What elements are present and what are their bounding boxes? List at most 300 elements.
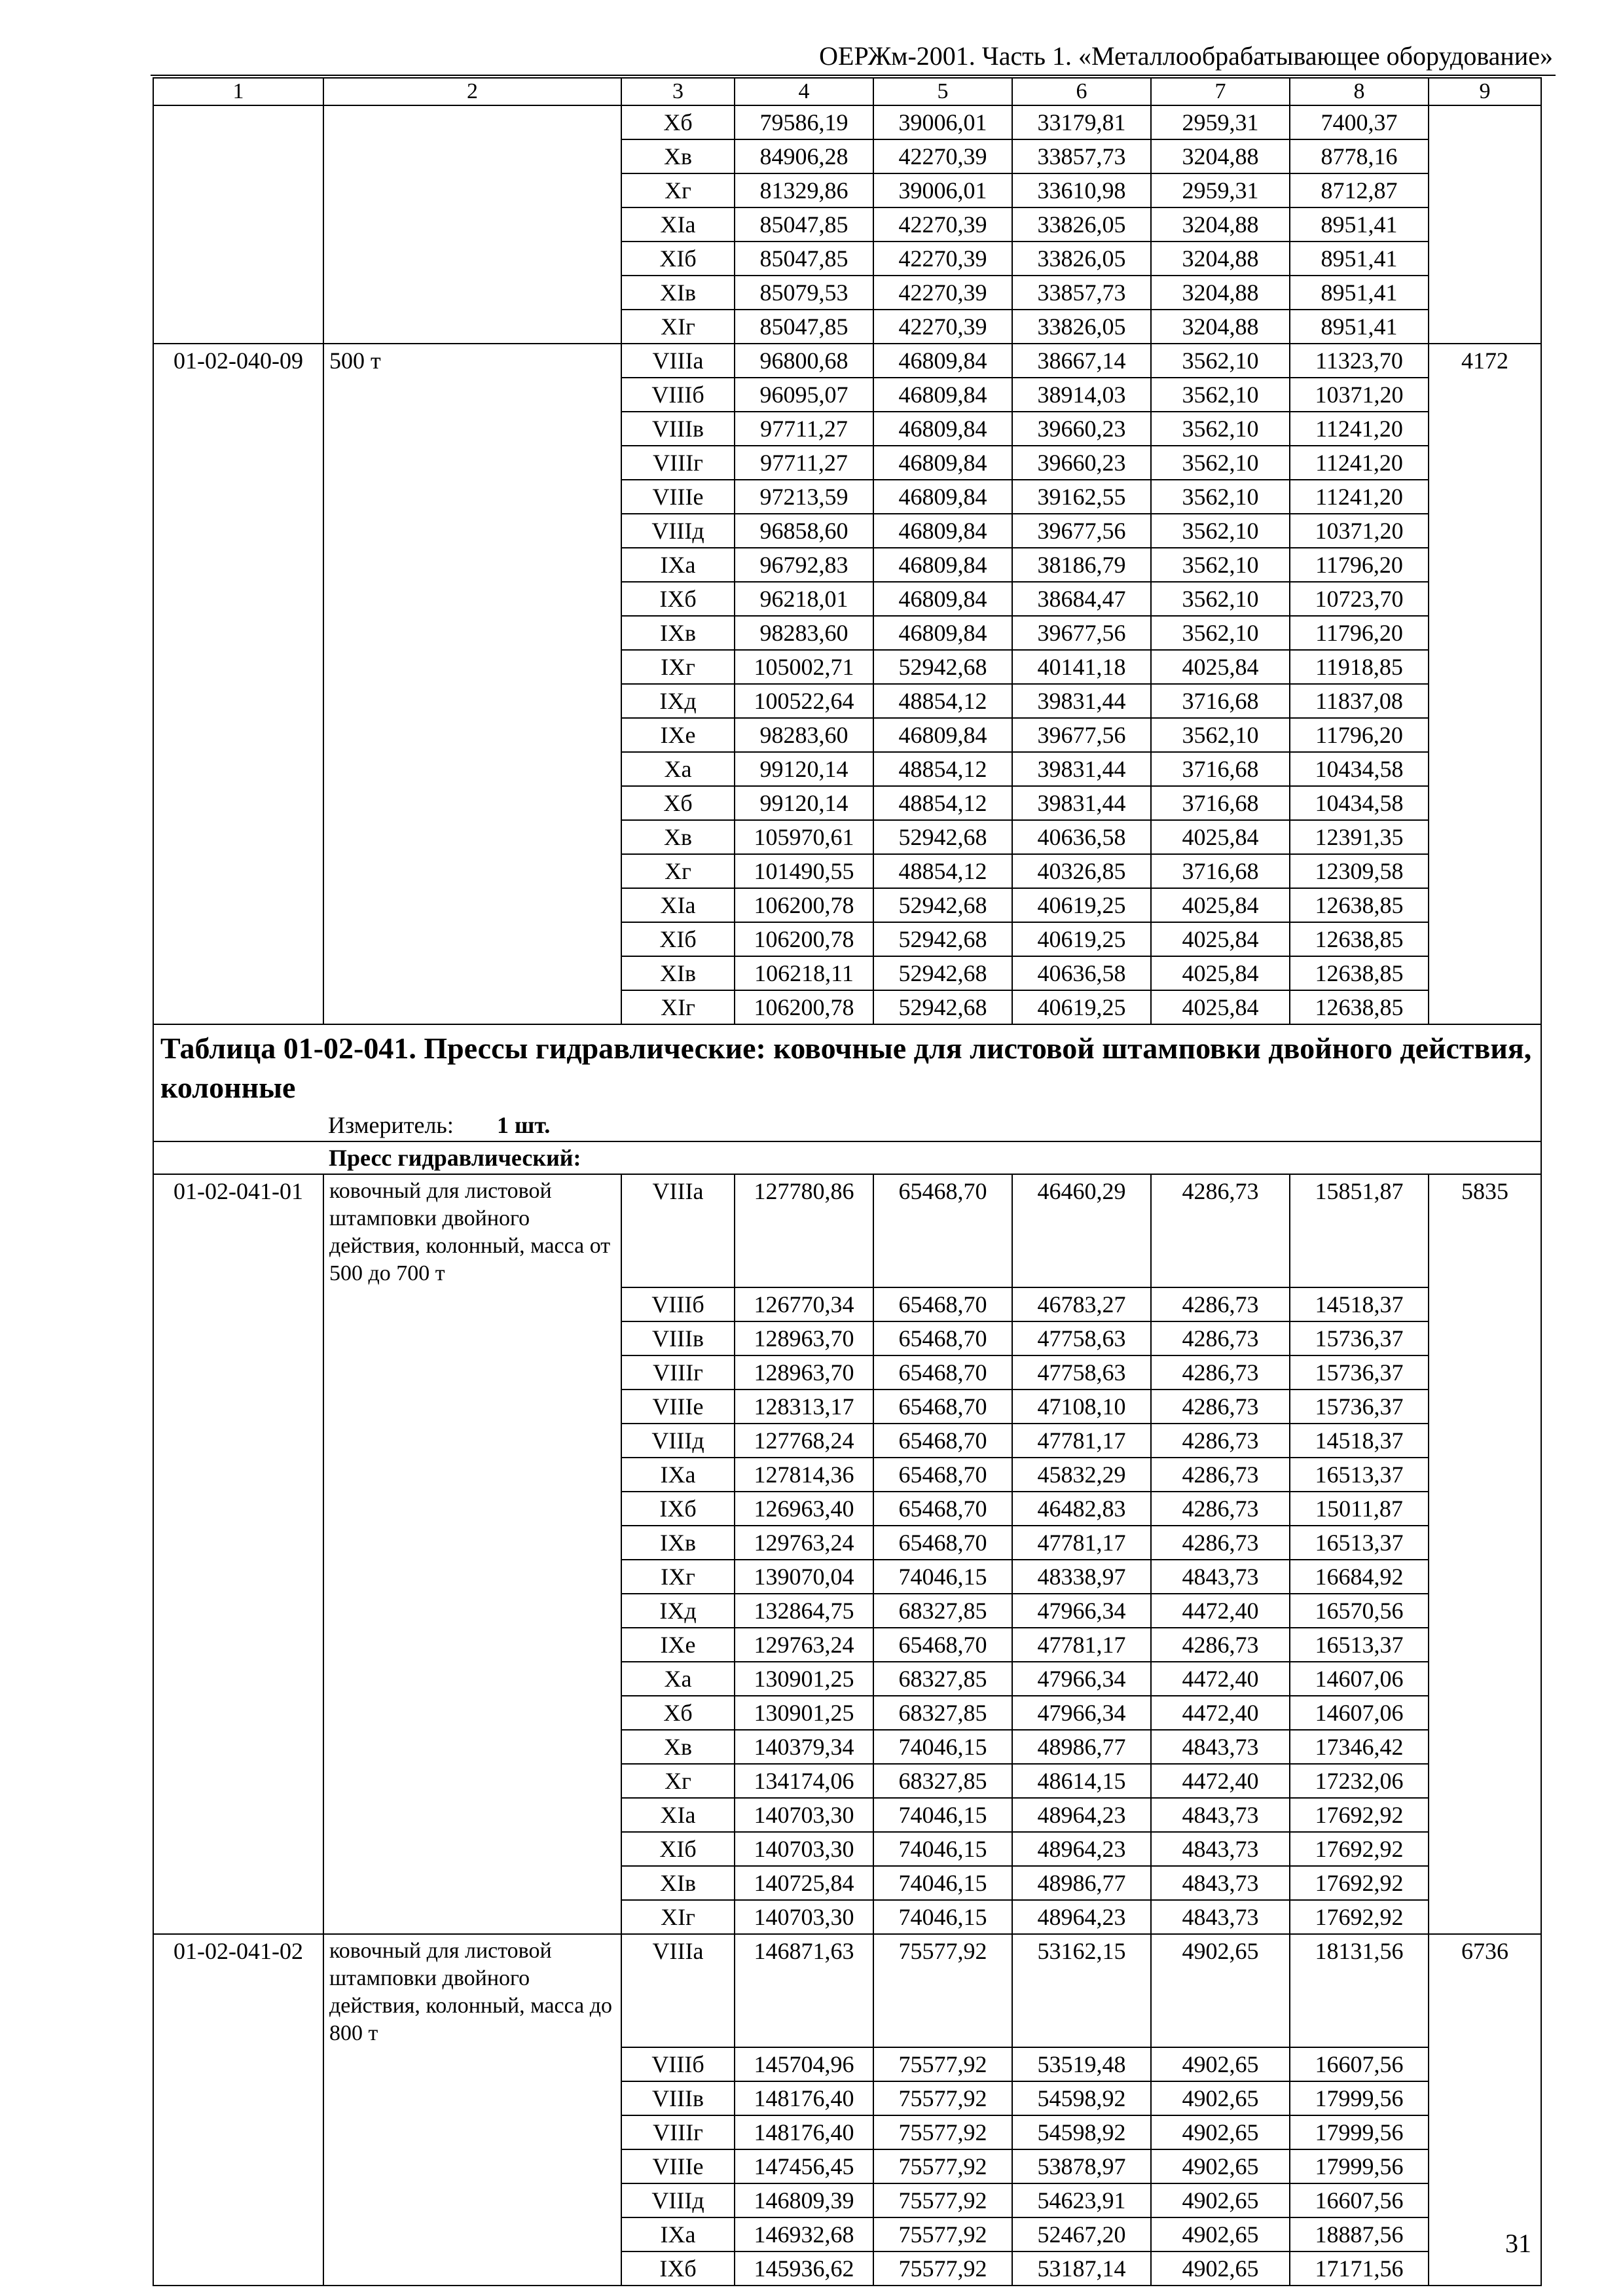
- table-row: [153, 752, 1541, 786]
- material-cost: 17692,92: [1290, 1900, 1429, 1934]
- entry-name-cell: [323, 1832, 621, 1866]
- entry-code-cell: [153, 446, 323, 480]
- entry-code-cell: [153, 1526, 323, 1560]
- entry-code-cell: [153, 956, 323, 990]
- machine-labor-cost: 4902,65: [1151, 2115, 1290, 2149]
- entry-name-cell: [323, 616, 621, 650]
- table-row: [153, 207, 1541, 242]
- table-row: [153, 105, 1541, 139]
- table-row: [153, 1594, 1541, 1628]
- table-row: [153, 1798, 1541, 1832]
- material-cost: 10434,58: [1290, 786, 1429, 820]
- entry-name-cell: [323, 2251, 621, 2286]
- table-row: [153, 1696, 1541, 1730]
- entry-code-cell: [153, 2047, 323, 2081]
- machine-cost: 38914,03: [1012, 378, 1151, 412]
- machine-labor-cost: 4286,73: [1151, 1287, 1290, 1321]
- entry-name-cell: [323, 2217, 621, 2251]
- zone-class: XIг: [621, 310, 735, 344]
- labor-cost: 46809,84: [873, 480, 1012, 514]
- labor-cost: 68327,85: [873, 1764, 1012, 1798]
- machine-labor-cost: 4286,73: [1151, 1458, 1290, 1492]
- meter-cell: [153, 1110, 1541, 1141]
- table-row: [153, 956, 1541, 990]
- material-cost: 11796,20: [1290, 616, 1429, 650]
- material-cost: 15736,37: [1290, 1390, 1429, 1424]
- zone-class: IXа: [621, 1458, 735, 1492]
- equipment-mass-cell: [1429, 1526, 1541, 1560]
- material-cost: 15736,37: [1290, 1355, 1429, 1390]
- equipment-mass-cell: [1429, 1594, 1541, 1628]
- entry-name: ковочный для листовой штамповки двойного действия, колонный, масса до 800 т: [323, 1934, 621, 2047]
- equipment-mass-cell: [1429, 1628, 1541, 1662]
- zone-class: XIв: [621, 276, 735, 310]
- entry-name-cell: [323, 242, 621, 276]
- labor-cost: 65468,70: [873, 1287, 1012, 1321]
- total-cost: 128963,70: [735, 1355, 873, 1390]
- zone-class: IXа: [621, 548, 735, 582]
- entry-name-cell: [323, 2081, 621, 2115]
- labor-cost: 68327,85: [873, 1696, 1012, 1730]
- equipment-mass-cell: [1429, 139, 1541, 173]
- table-title: Таблица 01-02-041. Прессы гидравлические: ковочные для листовой штамповки двойного действия, колонные: [153, 1024, 1541, 1110]
- machine-labor-cost: 4472,40: [1151, 1696, 1290, 1730]
- total-cost: 105002,71: [735, 650, 873, 684]
- equipment-mass-cell: [1429, 1798, 1541, 1832]
- zone-class: VIIIв: [621, 2081, 735, 2115]
- machine-labor-cost: 4472,40: [1151, 1764, 1290, 1798]
- total-cost: 128963,70: [735, 1321, 873, 1355]
- material-cost: 14518,37: [1290, 1287, 1429, 1321]
- labor-cost: 52942,68: [873, 956, 1012, 990]
- zone-class: VIIIд: [621, 2183, 735, 2217]
- equipment-mass-cell: [1429, 1764, 1541, 1798]
- machine-labor-cost: 3562,10: [1151, 582, 1290, 616]
- labor-cost: 48854,12: [873, 786, 1012, 820]
- machine-labor-cost: 4286,73: [1151, 1492, 1290, 1526]
- machine-labor-cost: 4843,73: [1151, 1560, 1290, 1594]
- zone-class: IXг: [621, 1560, 735, 1594]
- labor-cost: 52942,68: [873, 650, 1012, 684]
- machine-cost: 33610,98: [1012, 173, 1151, 207]
- equipment-mass-cell: [1429, 1866, 1541, 1900]
- total-cost: 106200,78: [735, 888, 873, 922]
- entry-code-cell: [153, 276, 323, 310]
- labor-cost: 46809,84: [873, 514, 1012, 548]
- material-cost: 17692,92: [1290, 1798, 1429, 1832]
- zone-class: XIв: [621, 956, 735, 990]
- zone-class: XIа: [621, 1798, 735, 1832]
- total-cost: 85047,85: [735, 242, 873, 276]
- total-cost: 147456,45: [735, 2149, 873, 2183]
- zone-class: XIб: [621, 922, 735, 956]
- table-row: [153, 1764, 1541, 1798]
- zone-class: XIб: [621, 1832, 735, 1866]
- total-cost: 127814,36: [735, 1458, 873, 1492]
- total-cost: 85079,53: [735, 276, 873, 310]
- table-row: [153, 2149, 1541, 2183]
- machine-labor-cost: 4843,73: [1151, 1798, 1290, 1832]
- entry-name-cell: [323, 276, 621, 310]
- entry-name-cell: [323, 650, 621, 684]
- entry-name-cell: [323, 310, 621, 344]
- total-cost: 140703,30: [735, 1798, 873, 1832]
- machine-labor-cost: 4902,65: [1151, 2217, 1290, 2251]
- machine-cost: 45832,29: [1012, 1458, 1151, 1492]
- equipment-mass-cell: [1429, 990, 1541, 1024]
- total-cost: 106218,11: [735, 956, 873, 990]
- machine-labor-cost: 3562,10: [1151, 514, 1290, 548]
- material-cost: 16684,92: [1290, 1560, 1429, 1594]
- zone-class: XIв: [621, 1866, 735, 1900]
- equipment-mass: 6736: [1429, 1934, 1541, 2047]
- machine-labor-cost: 4286,73: [1151, 1424, 1290, 1458]
- entry-name-cell: [323, 1866, 621, 1900]
- entry-name-cell: [323, 820, 621, 854]
- entry-name-cell: [323, 139, 621, 173]
- table-row: [153, 1866, 1541, 1900]
- entry-code: 01-02-041-02: [153, 1934, 323, 2047]
- labor-cost: 52942,68: [873, 990, 1012, 1024]
- entry-name-cell: [323, 2149, 621, 2183]
- labor-cost: 65468,70: [873, 1390, 1012, 1424]
- zone-class: Xб: [621, 105, 735, 139]
- material-cost: 8951,41: [1290, 310, 1429, 344]
- machine-labor-cost: 4843,73: [1151, 1866, 1290, 1900]
- table-row: [153, 684, 1541, 718]
- labor-cost: 68327,85: [873, 1594, 1012, 1628]
- labor-cost: 65468,70: [873, 1458, 1012, 1492]
- total-cost: 99120,14: [735, 786, 873, 820]
- total-cost: 139070,04: [735, 1560, 873, 1594]
- total-cost: 129763,24: [735, 1628, 873, 1662]
- entry-name-cell: [323, 922, 621, 956]
- total-cost: 98283,60: [735, 616, 873, 650]
- total-cost: 106200,78: [735, 990, 873, 1024]
- labor-cost: 75577,92: [873, 2047, 1012, 2081]
- machine-labor-cost: 4286,73: [1151, 1628, 1290, 1662]
- meter-row: [153, 1110, 1541, 1141]
- machine-labor-cost: 3204,88: [1151, 207, 1290, 242]
- entry-code-cell: [153, 378, 323, 412]
- machine-cost: 47966,34: [1012, 1696, 1151, 1730]
- material-cost: 12309,58: [1290, 854, 1429, 888]
- equipment-mass-cell: [1429, 2081, 1541, 2115]
- total-cost: 97711,27: [735, 412, 873, 446]
- machine-labor-cost: 4902,65: [1151, 2183, 1290, 2217]
- table-row: [153, 310, 1541, 344]
- entry-name-cell: [323, 786, 621, 820]
- zone-class: XIа: [621, 207, 735, 242]
- machine-cost: 48986,77: [1012, 1866, 1151, 1900]
- material-cost: 16513,37: [1290, 1458, 1429, 1492]
- machine-cost: 39677,56: [1012, 616, 1151, 650]
- entry-name-cell: [323, 752, 621, 786]
- equipment-mass-cell: [1429, 1355, 1541, 1390]
- entry-name-cell: [323, 1390, 621, 1424]
- entry-code-cell: [153, 1355, 323, 1390]
- equipment-mass-cell: [1429, 752, 1541, 786]
- column-number: 8: [1290, 78, 1429, 105]
- machine-cost: 40619,25: [1012, 888, 1151, 922]
- machine-labor-cost: 3562,10: [1151, 412, 1290, 446]
- material-cost: 17692,92: [1290, 1832, 1429, 1866]
- equipment-mass-cell: [1429, 276, 1541, 310]
- equipment-mass-cell: [1429, 514, 1541, 548]
- labor-cost: 75577,92: [873, 2183, 1012, 2217]
- zone-class: VIIIа: [621, 344, 735, 378]
- equipment-mass-cell: [1429, 1287, 1541, 1321]
- machine-labor-cost: 3204,88: [1151, 242, 1290, 276]
- entry-name-cell: [323, 207, 621, 242]
- equipment-mass: 5835: [1429, 1174, 1541, 1287]
- material-cost: 14518,37: [1290, 1424, 1429, 1458]
- material-cost: 17999,56: [1290, 2149, 1429, 2183]
- entry-name-cell: [323, 1492, 621, 1526]
- machine-cost: 53187,14: [1012, 2251, 1151, 2286]
- labor-cost: 65468,70: [873, 1492, 1012, 1526]
- entry-code-cell: [153, 820, 323, 854]
- labor-cost: 65468,70: [873, 1526, 1012, 1560]
- entry-code-cell: [153, 1560, 323, 1594]
- zone-class: Xа: [621, 752, 735, 786]
- entry-name-cell: [323, 1424, 621, 1458]
- equipment-mass-cell: [1429, 650, 1541, 684]
- material-cost: 15851,87: [1290, 1174, 1429, 1287]
- machine-cost: 53878,97: [1012, 2149, 1151, 2183]
- entry-code-cell: [153, 1424, 323, 1458]
- entry-name-cell: [323, 1526, 621, 1560]
- entry-code-cell: [153, 514, 323, 548]
- material-cost: 12391,35: [1290, 820, 1429, 854]
- machine-cost: 39677,56: [1012, 514, 1151, 548]
- material-cost: 16513,37: [1290, 1526, 1429, 1560]
- zone-class: VIIIг: [621, 2115, 735, 2149]
- equipment-mass-cell: [1429, 1900, 1541, 1934]
- equipment-mass-cell: [1429, 2149, 1541, 2183]
- machine-labor-cost: 4902,65: [1151, 2047, 1290, 2081]
- entry-code-cell: [153, 242, 323, 276]
- machine-labor-cost: 3716,68: [1151, 752, 1290, 786]
- machine-labor-cost: 2959,31: [1151, 173, 1290, 207]
- machine-labor-cost: 4025,84: [1151, 820, 1290, 854]
- machine-cost: 39162,55: [1012, 480, 1151, 514]
- machine-labor-cost: 4286,73: [1151, 1390, 1290, 1424]
- zone-class: VIIIа: [621, 1174, 735, 1287]
- labor-cost: 39006,01: [873, 105, 1012, 139]
- labor-cost: 39006,01: [873, 173, 1012, 207]
- material-cost: 16570,56: [1290, 1594, 1429, 1628]
- table-row: [153, 1321, 1541, 1355]
- column-number: 9: [1429, 78, 1541, 105]
- machine-cost: 33826,05: [1012, 310, 1151, 344]
- equipment-mass-cell: [1429, 1390, 1541, 1424]
- labor-cost: 75577,92: [873, 2115, 1012, 2149]
- labor-cost: 74046,15: [873, 1798, 1012, 1832]
- equipment-mass-cell: [1429, 718, 1541, 752]
- labor-cost: 42270,39: [873, 207, 1012, 242]
- total-cost: 85047,85: [735, 310, 873, 344]
- subheader-spacer: [153, 1141, 323, 1174]
- equipment-mass-cell: [1429, 1492, 1541, 1526]
- machine-cost: 40141,18: [1012, 650, 1151, 684]
- zone-class: IXа: [621, 2217, 735, 2251]
- material-cost: 11837,08: [1290, 684, 1429, 718]
- entry-code-cell: [153, 173, 323, 207]
- labor-cost: 74046,15: [873, 1900, 1012, 1934]
- equipment-mass-cell: [1429, 2047, 1541, 2081]
- machine-cost: 33826,05: [1012, 242, 1151, 276]
- entry-name-cell: [323, 1355, 621, 1390]
- equipment-mass-cell: [1429, 922, 1541, 956]
- column-number: 2: [323, 78, 621, 105]
- machine-labor-cost: 3716,68: [1151, 786, 1290, 820]
- total-cost: 85047,85: [735, 207, 873, 242]
- machine-cost: 54598,92: [1012, 2115, 1151, 2149]
- equipment-mass-cell: [1429, 1662, 1541, 1696]
- machine-cost: 47108,10: [1012, 1390, 1151, 1424]
- labor-cost: 65468,70: [873, 1321, 1012, 1355]
- entry-code-cell: [153, 990, 323, 1024]
- entry-code-cell: [153, 1628, 323, 1662]
- equipment-mass-cell: [1429, 684, 1541, 718]
- machine-cost: 39660,23: [1012, 446, 1151, 480]
- labor-cost: 65468,70: [873, 1628, 1012, 1662]
- header-rule: [151, 75, 1556, 76]
- table-row: [153, 242, 1541, 276]
- table-row: [153, 888, 1541, 922]
- labor-cost: 46809,84: [873, 718, 1012, 752]
- machine-labor-cost: 3204,88: [1151, 310, 1290, 344]
- labor-cost: 42270,39: [873, 310, 1012, 344]
- equipment-mass-cell: [1429, 1696, 1541, 1730]
- meter-label: Измеритель:: [328, 1112, 454, 1138]
- table-row: [153, 1458, 1541, 1492]
- machine-labor-cost: 4843,73: [1151, 1900, 1290, 1934]
- entry-name-cell: [323, 1900, 621, 1934]
- material-cost: 10434,58: [1290, 752, 1429, 786]
- equipment-mass-cell: [1429, 207, 1541, 242]
- total-cost: 145704,96: [735, 2047, 873, 2081]
- material-cost: 11796,20: [1290, 718, 1429, 752]
- total-cost: 105970,61: [735, 820, 873, 854]
- labor-cost: 65468,70: [873, 1355, 1012, 1390]
- entry-code-cell: [153, 752, 323, 786]
- equipment-mass-cell: [1429, 1458, 1541, 1492]
- material-cost: 10723,70: [1290, 582, 1429, 616]
- equipment-mass-cell: [1429, 854, 1541, 888]
- total-cost: 127780,86: [735, 1174, 873, 1287]
- material-cost: 11918,85: [1290, 650, 1429, 684]
- entry-name-cell: [323, 514, 621, 548]
- table-row: [153, 2217, 1541, 2251]
- labor-cost: 46809,84: [873, 344, 1012, 378]
- zone-class: Xа: [621, 1662, 735, 1696]
- material-cost: 8951,41: [1290, 276, 1429, 310]
- labor-cost: 75577,92: [873, 2217, 1012, 2251]
- table-row: [153, 1900, 1541, 1934]
- zone-class: IXб: [621, 1492, 735, 1526]
- zone-class: Xв: [621, 820, 735, 854]
- machine-labor-cost: 4025,84: [1151, 956, 1290, 990]
- labor-cost: 48854,12: [873, 854, 1012, 888]
- machine-labor-cost: 4902,65: [1151, 1934, 1290, 2047]
- table-row: [153, 1662, 1541, 1696]
- entry-name-cell: [323, 956, 621, 990]
- machine-labor-cost: 3562,10: [1151, 718, 1290, 752]
- machine-labor-cost: 2959,31: [1151, 105, 1290, 139]
- total-cost: 145936,62: [735, 2251, 873, 2286]
- zone-class: IXд: [621, 1594, 735, 1628]
- machine-cost: 39677,56: [1012, 718, 1151, 752]
- labor-cost: 68327,85: [873, 1662, 1012, 1696]
- equipment-mass-cell: [1429, 1321, 1541, 1355]
- total-cost: 101490,55: [735, 854, 873, 888]
- machine-cost: 48338,97: [1012, 1560, 1151, 1594]
- labor-cost: 46809,84: [873, 412, 1012, 446]
- total-cost: 81329,86: [735, 173, 873, 207]
- column-number: 4: [735, 78, 873, 105]
- entry-name-cell: [323, 548, 621, 582]
- labor-cost: 74046,15: [873, 1866, 1012, 1900]
- machine-labor-cost: 3204,88: [1151, 139, 1290, 173]
- entry-name-cell: [323, 1730, 621, 1764]
- zone-class: VIIIе: [621, 2149, 735, 2183]
- zone-class: VIIIг: [621, 1355, 735, 1390]
- table-row: [153, 548, 1541, 582]
- entry-code-cell: [153, 1866, 323, 1900]
- entry-name-cell: [323, 2183, 621, 2217]
- total-cost: 130901,25: [735, 1696, 873, 1730]
- equipment-mass-cell: [1429, 888, 1541, 922]
- zone-class: VIIIб: [621, 2047, 735, 2081]
- labor-cost: 46809,84: [873, 582, 1012, 616]
- entry-code-cell: [153, 1900, 323, 1934]
- table-row: [153, 446, 1541, 480]
- zone-class: IXб: [621, 582, 735, 616]
- machine-cost: 46783,27: [1012, 1287, 1151, 1321]
- machine-labor-cost: 3562,10: [1151, 446, 1290, 480]
- entry-name-cell: [323, 718, 621, 752]
- equipment-mass: 4172: [1429, 344, 1541, 378]
- machine-labor-cost: 4902,65: [1151, 2251, 1290, 2286]
- total-cost: 134174,06: [735, 1764, 873, 1798]
- zone-class: VIIIв: [621, 412, 735, 446]
- entry-code-cell: [153, 582, 323, 616]
- machine-cost: 48964,23: [1012, 1832, 1151, 1866]
- material-cost: 11241,20: [1290, 412, 1429, 446]
- total-cost: 146932,68: [735, 2217, 873, 2251]
- entry-code-cell: [153, 786, 323, 820]
- entry-code-cell: [153, 480, 323, 514]
- machine-labor-cost: 4025,84: [1151, 888, 1290, 922]
- table-row: [153, 480, 1541, 514]
- total-cost: 79586,19: [735, 105, 873, 139]
- zone-class: IXд: [621, 684, 735, 718]
- entry-name-cell: [323, 1560, 621, 1594]
- entry-name-cell: [323, 173, 621, 207]
- machine-cost: 40636,58: [1012, 956, 1151, 990]
- entry-name-cell: [323, 1287, 621, 1321]
- machine-labor-cost: 3716,68: [1151, 854, 1290, 888]
- entry-code: 01-02-040-09: [153, 344, 323, 378]
- machine-cost: 40326,85: [1012, 854, 1151, 888]
- machine-labor-cost: 3562,10: [1151, 344, 1290, 378]
- entry-name-cell: [323, 2047, 621, 2081]
- entry-code-cell: [153, 2183, 323, 2217]
- machine-labor-cost: 4025,84: [1151, 650, 1290, 684]
- machine-cost: 33826,05: [1012, 207, 1151, 242]
